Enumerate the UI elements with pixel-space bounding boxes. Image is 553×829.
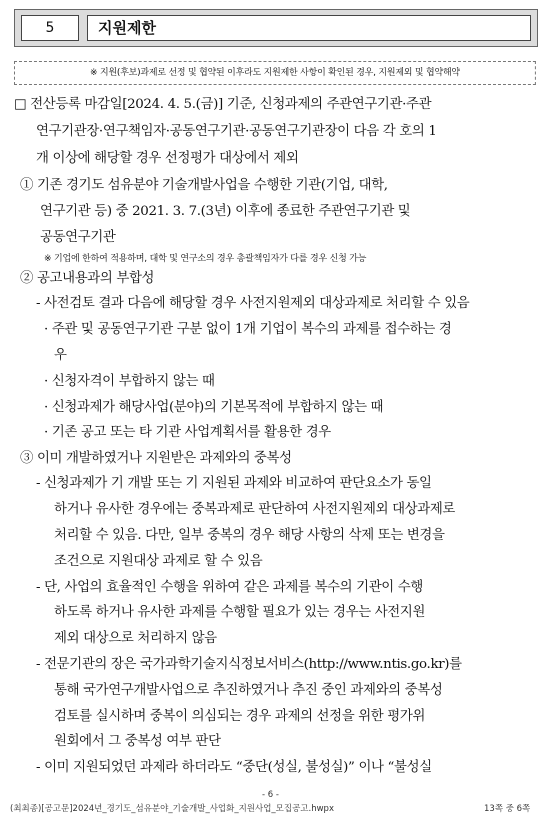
text-line: 처리할 수 있음. 다만, 일부 중복의 경우 해당 사항의 삭제 또는 변경을 — [54, 528, 445, 543]
text-line: ③ 이미 개발하였거나 지원받은 과제와의 중복성 — [20, 451, 292, 466]
text-line: - 신청과제가 기 개발 또는 기 지원된 과제와 비교하여 판단요소가 동일 — [36, 476, 432, 491]
text-line: 원회에서 그 중복성 여부 판단 — [54, 734, 221, 749]
footer-page-count: 13쪽 중 6쪽 — [484, 804, 531, 814]
text-line: · 신청과제가 해당사업(분야)의 기본목적에 부합하지 않는 때 — [44, 400, 384, 415]
text-line: 제외 대상으로 처리하지 않음 — [54, 631, 217, 646]
text-line: 개 이상에 해당할 경우 선정평가 대상에서 제외 — [36, 151, 299, 166]
text-line: ② 공고내용과의 부합성 — [20, 271, 155, 286]
text-line: □ 전산등록 마감일[2024. 4. 5.(금)] 기준, 신청과제의 주관연구기관·주관 — [14, 97, 432, 112]
text-line: - 사전검토 결과 다음에 해당할 경우 사전지원제외 대상과제로 처리할 수 있음 — [36, 296, 470, 311]
text-line: - 전문기관의 장은 국가과학기술지식정보서비스(http://www.ntis.go.kr)를 — [36, 657, 462, 672]
section-number: 5 — [21, 15, 79, 41]
text-line: 하거나 유사한 경우에는 중복과제로 판단하여 사전지원제외 대상과제로 — [54, 502, 455, 517]
note-line: ※ 기업에 한하여 적용하며, 대학 및 연구소의 경우 총괄책임자가 다를 경우 신청 가능 — [44, 254, 367, 264]
section-header — [14, 9, 538, 47]
text-line: 공동연구기관 — [40, 230, 116, 245]
text-line: 조건으로 지원대상 과제로 할 수 있음 — [54, 554, 263, 569]
section-title: 지원제한 — [87, 15, 531, 41]
text-line: 연구기관 등) 중 2021. 3. 7.(3년) 이후에 종료한 주관연구기관 및 — [40, 204, 411, 219]
text-line: - 이미 지원되었던 과제라 하더라도 “중단(성실, 불성실)” 이나 “불성실 — [36, 760, 432, 775]
text-line: 하도록 하거나 유사한 과제를 수행할 필요가 있는 경우는 사전지원 — [54, 605, 426, 620]
text-line: 검토를 실시하며 중복이 의심되는 경우 과제의 선정을 위한 평가위 — [54, 709, 426, 724]
footer-filename: (최최종)[공고문]2024년_경기도_섬유분야_기술개발_사업화_지원사업_모집공고.hwpx — [10, 804, 334, 814]
text-line: · 신청자격이 부합하지 않는 때 — [44, 374, 215, 389]
page-number: - 6 - — [262, 790, 279, 800]
text-line: · 기존 공고 또는 타 기관 사업계획서를 활용한 경우 — [44, 425, 331, 440]
notice-box: ※ 지원(후보)과제로 선정 및 협약된 이후라도 지원제한 사항이 확인된 경우, 지원제외 및 협약해약 — [14, 61, 536, 85]
text-line: - 단, 사업의 효율적인 수행을 위하여 같은 과제를 복수의 기관이 수행 — [36, 580, 423, 595]
text-line: 우 — [54, 348, 67, 363]
text-line: 통해 국가연구개발사업으로 추진하였거나 추진 중인 과제와의 중복성 — [54, 683, 443, 698]
text-line: · 주관 및 공동연구기관 구분 없이 1개 기업이 복수의 과제를 접수하는 경 — [44, 322, 452, 337]
text-line: 연구기관장·연구책임자·공동연구기관·공동연구기관장이 다음 각 호의 1 — [36, 124, 437, 139]
text-line: ① 기존 경기도 섬유분야 기술개발사업을 수행한 기관(기업, 대학, — [20, 178, 388, 193]
